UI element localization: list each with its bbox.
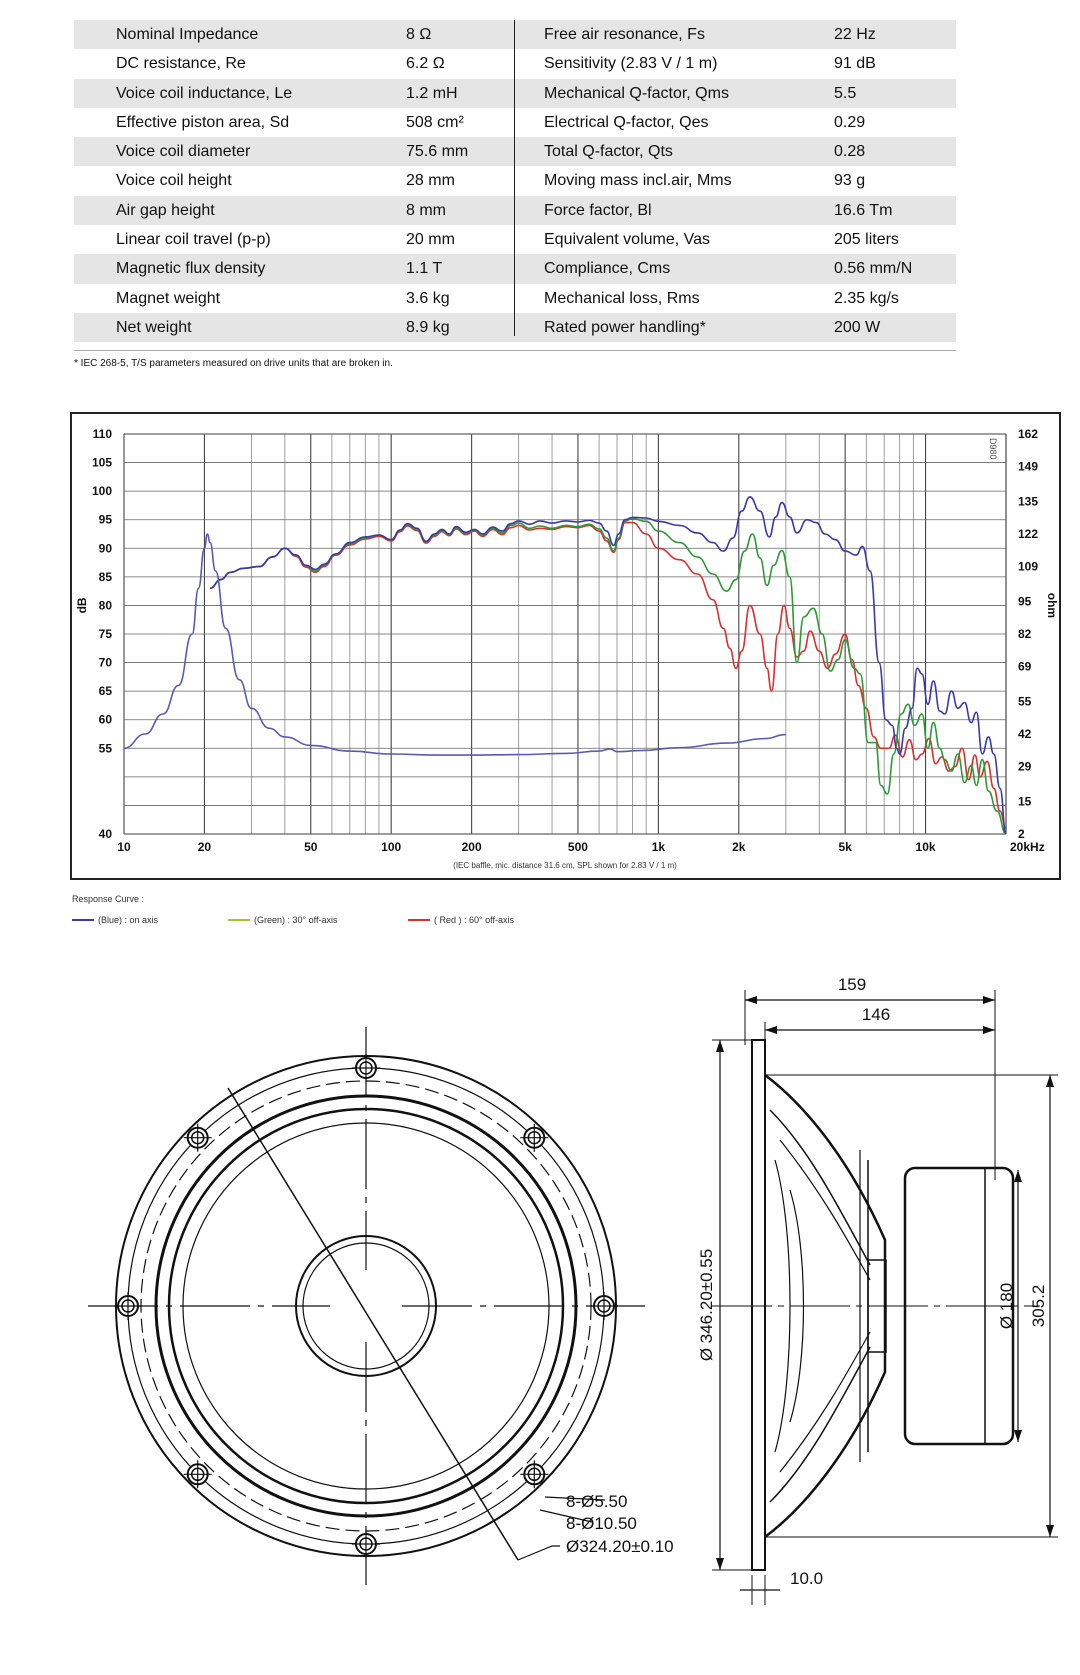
series-line-impedance (124, 534, 786, 755)
y-tick-label: 55 (98, 741, 112, 756)
legend-swatch-blue (72, 919, 94, 921)
y2-tick-label: 42 (1018, 727, 1032, 741)
y-tick-label: 95 (98, 512, 112, 527)
spec-value: 22 Hz (834, 26, 876, 43)
y2-tick-label: 55 (1018, 694, 1032, 709)
spec-label: Voice coil inductance, Le (116, 84, 293, 102)
dim-magnet-diameter: Ø 180 (997, 1282, 1016, 1330)
spec-value: 93 g (834, 172, 866, 190)
spec-value: 5.5 (834, 84, 857, 102)
spec-label: Net weight (116, 318, 192, 336)
chart-caption: (IEC baffle, mic. distance 31.6 cm, SPL shown for 2.83 V / 1 m) (453, 861, 677, 870)
spec-value: 205 liters (834, 231, 899, 249)
spec-value: 20 mm (406, 231, 455, 249)
y-tick-label: 75 (98, 627, 112, 641)
x-tick-label: 10 (117, 840, 131, 854)
spec-value: 28 mm (406, 172, 455, 190)
y2-tick-label: 82 (1018, 627, 1032, 641)
y2-tick-label: 15 (1018, 794, 1032, 809)
x-tick-label: 2k (732, 840, 746, 854)
spec-value: 16.6 Tm (834, 201, 893, 219)
spec-value: 508 cm² (406, 113, 464, 131)
spec-label: Free air resonance, Fs (544, 26, 705, 43)
spec-label: Voice coil height (116, 172, 232, 190)
x-tick-label: 1k (651, 840, 666, 854)
spec-label: Air gap height (116, 201, 215, 219)
spec-label: Electrical Q-factor, Qes (544, 113, 709, 131)
y2-tick-label: 95 (1018, 594, 1032, 609)
mounting-hole (352, 1054, 380, 1082)
dim-159: 159 (837, 975, 867, 994)
dim-depth: 305.2 (1029, 1284, 1048, 1328)
y-tick-label: 90 (98, 541, 112, 556)
spec-value: 2.35 kg/s (834, 289, 899, 307)
y-tick-label: 100 (91, 484, 112, 499)
spec-value: 0.56 mm/N (834, 260, 913, 278)
y-tick-label: 110 (92, 427, 112, 441)
spec-value: 8 Ω (406, 26, 432, 43)
spec-value: 3.6 kg (406, 289, 450, 307)
spec-label: Force factor, Bl (544, 201, 652, 219)
spec-label: Mechanical loss, Rms (544, 289, 700, 307)
x-tick-label: 10k (915, 840, 936, 854)
spec-value: 200 W (834, 318, 881, 336)
series-line-on-axis (210, 497, 1006, 834)
mounting-hole (352, 1530, 380, 1558)
y-tick-label: 70 (98, 655, 112, 670)
side-flange (752, 1040, 765, 1570)
front-view (88, 1027, 645, 1585)
dim-outer-diameter: Ø 346.20±0.55 (697, 1248, 716, 1362)
x-tick-label: 20kHz (1010, 840, 1045, 854)
spec-value: 1.2 mH (406, 84, 458, 102)
spec-label: Rated power handling* (544, 318, 706, 336)
series-line-30-off-axis (210, 519, 1006, 834)
x-tick-label: 50 (304, 840, 318, 854)
table-footnote: * IEC 268-5, T/S parameters measured on drive units that are broken in. (74, 358, 393, 369)
spec-value: 8 mm (406, 201, 446, 219)
spec-label: Mechanical Q-factor, Qms (544, 84, 729, 102)
y-tick-label: 105 (91, 455, 112, 470)
x-tick-label: 20 (197, 840, 212, 854)
y2-tick-label: 2 (1018, 827, 1025, 841)
spec-value: 0.29 (834, 113, 866, 131)
spec-value: 6.2 Ω (406, 55, 445, 73)
spec-value: 8.9 kg (406, 318, 450, 336)
y-tick-label: 60 (98, 712, 112, 727)
y2-tick-label: 69 (1018, 659, 1032, 674)
y2-tick-label: 122 (1018, 527, 1039, 541)
y-tick-label: 65 (98, 684, 112, 699)
dim-146: 146 (861, 1005, 891, 1024)
legend-swatch-red (408, 919, 430, 921)
spec-value: 0.28 (834, 143, 866, 161)
y2-tick-label: 162 (1018, 427, 1039, 441)
spec-label: Compliance, Cms (544, 260, 671, 278)
y-tick-label: 85 (98, 569, 112, 584)
x-tick-label: 500 (567, 840, 588, 854)
legend-item-blue: (Blue) : on axis (72, 915, 158, 925)
dim-flange-thickness: 10.0 (790, 1569, 824, 1588)
x-tick-label: 200 (461, 840, 482, 854)
dim-hole-small: 8-Ø5.50 (566, 1492, 628, 1511)
dimension-drawing (0, 950, 1080, 1675)
dim-hole-large: 8-Ø10.50 (566, 1514, 637, 1533)
y2-tick-label: 135 (1018, 494, 1039, 509)
legend-item-red: ( Red ) : 60° off-axis (408, 915, 514, 925)
y2-tick-label: 29 (1018, 759, 1032, 774)
spec-label: Magnetic flux density (116, 260, 266, 278)
y2-axis-label: ohm (1045, 592, 1059, 619)
legend-item-green: (Green) : 30° off-axis (228, 915, 337, 925)
chart-code: D980 (988, 438, 998, 460)
x-tick-label: 100 (381, 840, 402, 854)
mounting-hole (114, 1292, 142, 1320)
spec-label: Sensitivity (2.83 V / 1 m) (544, 55, 718, 73)
spec-value: 75.6 mm (406, 143, 469, 161)
y2-tick-label: 149 (1018, 459, 1039, 474)
series-line-60-off-axis (210, 523, 1006, 829)
spec-label: Linear coil travel (p-p) (116, 231, 271, 249)
spec-label: Effective piston area, Sd (116, 113, 290, 131)
y2-tick-label: 109 (1018, 559, 1039, 574)
dim-bolt-circle: Ø324.20±0.10 (566, 1537, 674, 1556)
mounting-hole (590, 1292, 618, 1320)
y-tick-label: 40 (98, 827, 112, 841)
spec-label: DC resistance, Re (116, 55, 246, 73)
spec-label: Moving mass incl.air, Mms (544, 172, 732, 190)
y-axis-label: dB (75, 597, 89, 614)
spec-label: Nominal Impedance (116, 26, 259, 43)
y-tick-label: 80 (98, 598, 112, 613)
spec-label: Magnet weight (116, 289, 221, 307)
spec-value: 1.1 T (406, 260, 443, 278)
spec-value: 91 dB (834, 55, 876, 73)
x-tick-label: 5k (838, 840, 852, 854)
spec-label: Equivalent volume, Vas (544, 231, 711, 249)
legend-title: Response Curve : (72, 894, 145, 904)
spec-label: Voice coil diameter (116, 143, 251, 161)
legend-swatch-green (228, 919, 250, 921)
spec-label: Total Q-factor, Qts (544, 143, 673, 161)
